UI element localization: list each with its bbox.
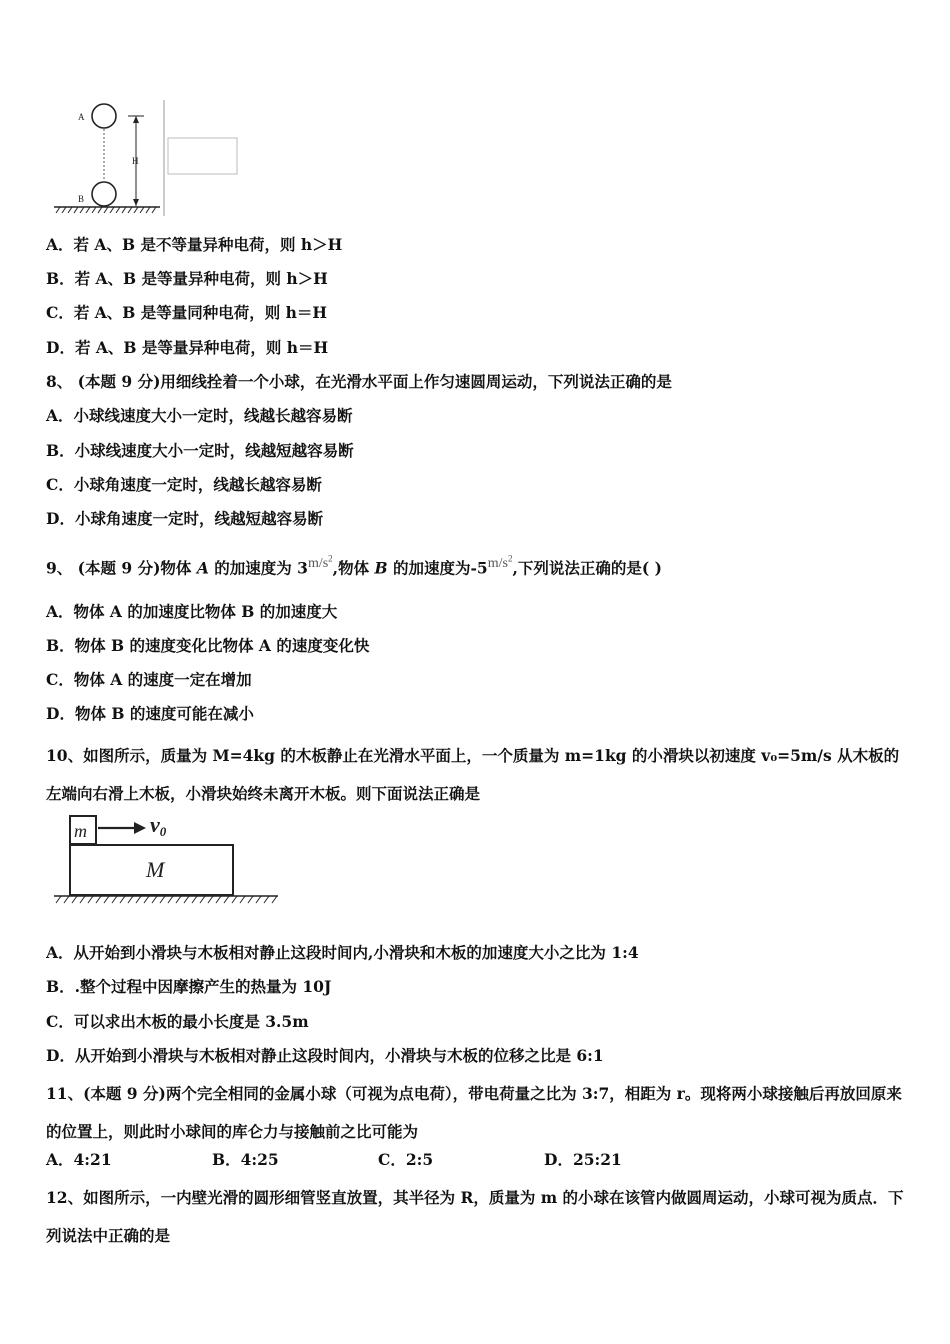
q7-option-a: A．若 A、B 是不等量异种电荷，则 h＞H bbox=[46, 235, 343, 254]
label-h: H bbox=[132, 156, 139, 166]
figure-block-on-board bbox=[50, 810, 290, 910]
q11-option-b: B．4:25 bbox=[212, 1150, 279, 1169]
q9-option-c: C．物体 A 的速度一定在增加 bbox=[46, 670, 252, 689]
q10-option-c: C．可以求出木板的最小长度是 3.5m bbox=[46, 1012, 309, 1031]
q11-option-a: A．4:21 bbox=[46, 1150, 112, 1169]
q10-option-b: B．.整个过程中因摩擦产生的热量为 10J bbox=[46, 977, 332, 996]
q11-stem: 11、(本题 9 分)两个完全相同的金属小球（可视为点电荷），带电荷量之比为 3:7，相距为 r。现将两小球接触后再放回原来的位置上，则此时小球间的库仑力与接触前之比可能为 bbox=[46, 1084, 902, 1141]
q8-stem: 8、 (本题 9 分)用细线拴着一个小球，在光滑水平面上作匀速圆周运动，下列说法正确的是 bbox=[46, 372, 672, 391]
q11-option-c: C．2:5 bbox=[378, 1150, 434, 1169]
figure-two-balls bbox=[48, 96, 248, 221]
arrow-up bbox=[133, 116, 139, 123]
q7-option-c: C．若 A、B 是等量同种电荷，则 h＝H bbox=[46, 303, 328, 322]
q7-option-d: D．若 A、B 是等量异种电荷，则 h＝H bbox=[46, 338, 329, 357]
floor-hatching bbox=[56, 896, 277, 903]
q10-option-a: A．从开始到小滑块与木板相对静止这段时间内,小滑块和木板的加速度大小之比为 1:4 bbox=[46, 943, 639, 962]
label-a: A bbox=[78, 112, 85, 122]
unit-acceleration-2: $m/s^2$ bbox=[487, 553, 513, 571]
q9-stem: 9、 (本题 9 分)物体 A 的加速度为 $3m/s^2$,物体 B 的加速度为$-5m/s^2$,下列说法正确的是( ) bbox=[46, 553, 662, 578]
velocity-arrow-head bbox=[134, 822, 146, 834]
empty-box bbox=[168, 138, 237, 174]
q8-option-a: A．小球线速度大小一定时，线越长越容易断 bbox=[46, 406, 353, 425]
q9-option-b: B．物体 B 的速度变化比物体 A 的速度变化快 bbox=[46, 636, 370, 655]
q11-option-d: D．25:21 bbox=[544, 1150, 622, 1169]
ball-b bbox=[92, 182, 116, 206]
ground-hatching bbox=[56, 207, 156, 213]
q11-options bbox=[46, 1149, 710, 1171]
arrow-down bbox=[133, 199, 139, 206]
label-m: m bbox=[74, 821, 87, 841]
q8-option-b: B．小球线速度大小一定时，线越短越容易断 bbox=[46, 441, 354, 460]
label-v0: v0 bbox=[150, 812, 167, 839]
q10-stem: 10、如图所示，质量为 M=4kg 的木板静止在光滑水平面上，一个质量为 m=1kg 的小滑块以初速度 v₀=5m/s 从木板的左端向右滑上木板，小滑块始终未离开木板。则下面说法正确是 bbox=[46, 746, 900, 803]
label-M: M bbox=[146, 857, 165, 882]
q12-stem: 12、如图所示，一内壁光滑的圆形细管竖直放置，其半径为 R，质量为 m 的小球在该管内做圆周运动，小球可视为质点．下列说法中正确的是 bbox=[46, 1188, 904, 1245]
q7-option-b: B．若 A、B 是等量异种电荷，则 h＞H bbox=[46, 269, 328, 288]
label-b: B bbox=[78, 194, 85, 204]
q8-option-d: D．小球角速度一定时，线越短越容易断 bbox=[46, 509, 323, 528]
q9-option-a: A．物体 A 的加速度比物体 B 的加速度大 bbox=[46, 602, 338, 621]
ball-a bbox=[92, 104, 116, 128]
q8-option-c: C．小球角速度一定时，线越长越容易断 bbox=[46, 475, 322, 494]
q9-option-d: D．物体 B 的速度可能在减小 bbox=[46, 704, 254, 723]
q10-option-d: D．从开始到小滑块与木板相对静止这段时间内，小滑块与木板的位移之比是 6:1 bbox=[46, 1046, 604, 1065]
unit-acceleration: $m/s^2$ bbox=[307, 553, 333, 571]
